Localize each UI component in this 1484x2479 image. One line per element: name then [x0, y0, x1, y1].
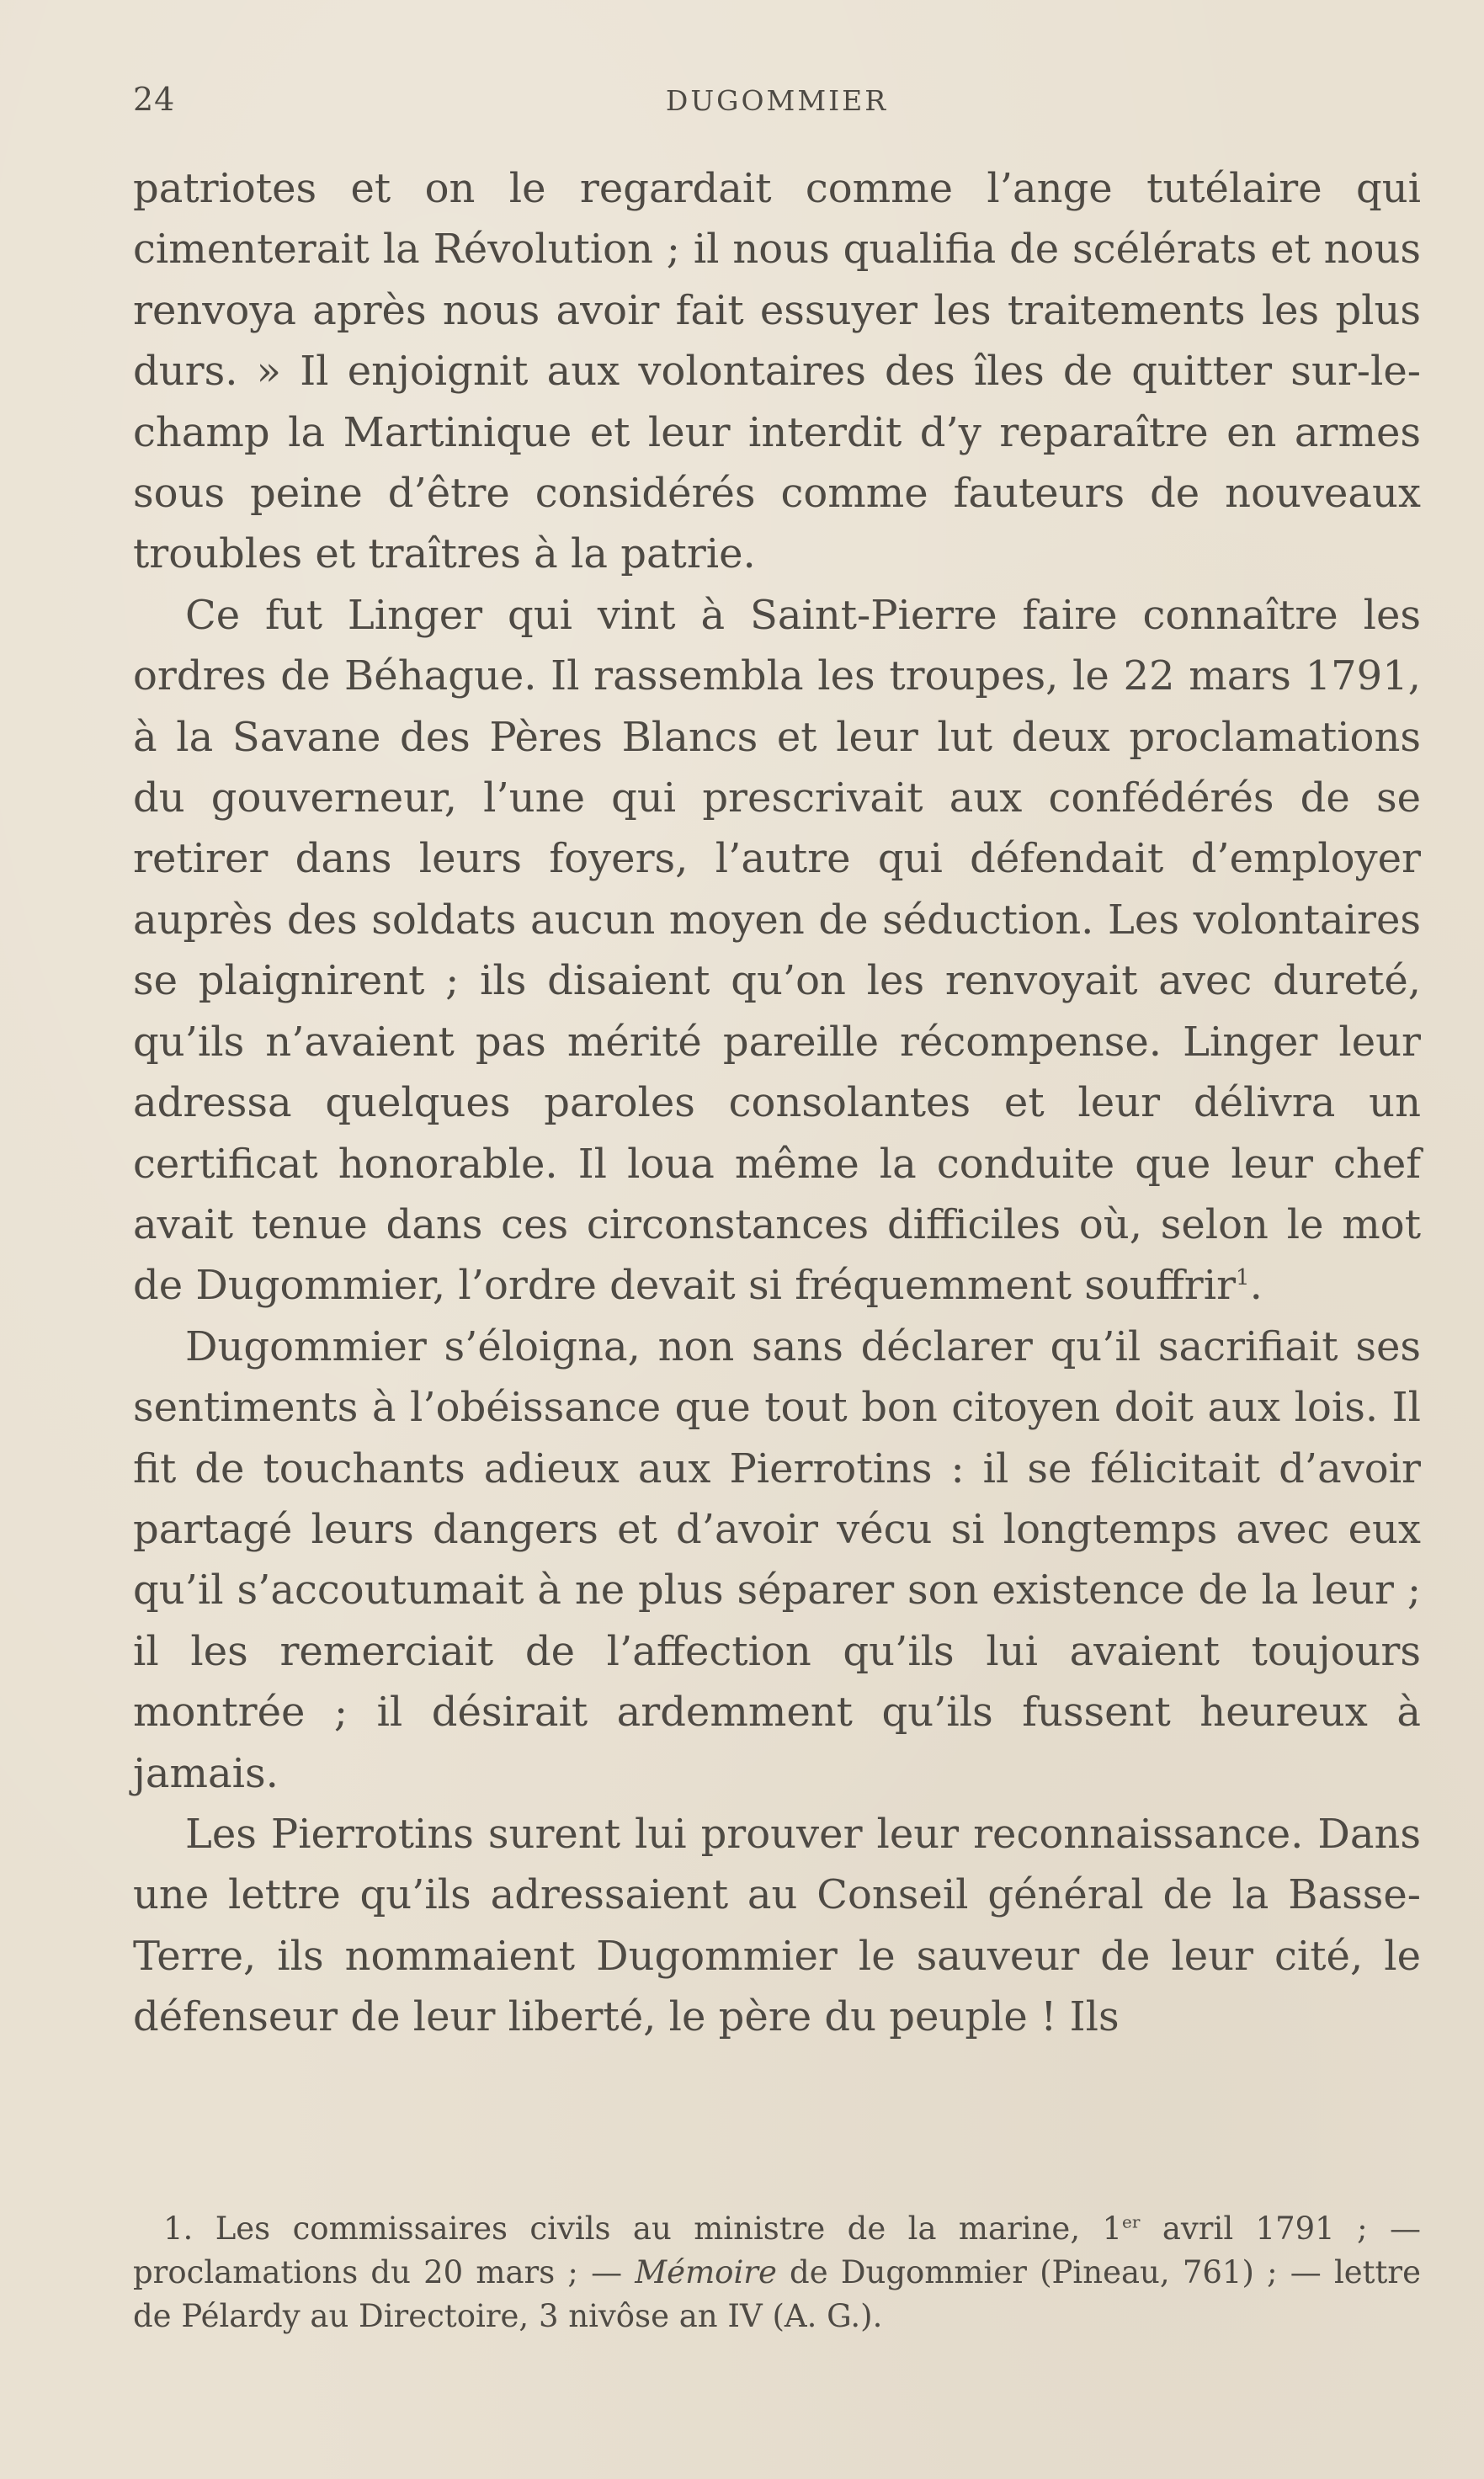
- footnote-part-3: de Dugommier (Pineau, 761) ; — lettre de Pélardy au Directoire, 3 nivôse an IV (A. G.).: [133, 2254, 1421, 2334]
- footnote-superscript: er: [1122, 2211, 1141, 2232]
- footnote-number: 1.: [163, 2210, 194, 2247]
- footnote-part-2: avril 1791 ; — proclamations du 20 mars ; —: [133, 2210, 1421, 2290]
- footnote-italic-title: Mémoire: [635, 2254, 777, 2290]
- footnote-reference: 1: [1236, 1265, 1250, 1291]
- body-text: [133, 158, 1421, 2048]
- page-number: 24: [133, 81, 176, 118]
- paragraph-3-text: Dugommier s’éloigna, non sans déclarer qu’il sacrifiait ses sentiments à l’obéissance que tout bon citoyen doit aux lois. Il fit de touchants adieux aux Pierrotins : il se félicitait d’avoir partagé leurs dangers et d’avoir vécu si longtemps avec eux qu’il s’accoutumait à ne plus séparer son existence de la leur ; il les remerciait de l’affection qu’ils lui avaient toujours montrée ; il désirait ardemment qu’ils fussent heureux à jamais.: [133, 1322, 1421, 1797]
- paragraph-3: [133, 1317, 1421, 1804]
- paragraph-2-end: .: [1249, 1262, 1263, 1310]
- paragraph-4: [133, 1804, 1421, 2048]
- footnote-text: [133, 2207, 1421, 2338]
- paragraph-1-text: patriotes et on le regardait comme l’ange tutélaire qui cimenterait la Révolution ; il nous qualifia de scélérats et nous renvoya après nous avoir fait essuyer les traitements les plus durs. » Il enjoignit aux volontaires des îles de quitter sur-le-champ la Martinique et leur interdit d’y reparaître en armes sous peine d’être considérés comme fauteurs de nouveaux troubles et traîtres à la patrie.: [133, 165, 1421, 578]
- footnote-part-1: Les commissaires civils au ministre de la marine, 1: [215, 2210, 1123, 2247]
- footnote: [133, 2207, 1421, 2338]
- paragraph-2: [133, 585, 1421, 1317]
- page-header: [133, 81, 1421, 123]
- paragraph-4-text: Les Pierrotins surent lui prouver leur reconnaissance. Dans une lettre qu’ils adressaient au Conseil général de la Basse-Terre, ils nommaient Dugommier le sauveur de leur cité, le défenseur de leur liberté, le père du peuple ! Ils: [133, 1810, 1421, 2041]
- paragraph-1: [133, 158, 1421, 585]
- paragraph-2-text: Ce fut Linger qui vint à Saint-Pierre faire connaître les ordres de Béhague. Il rassembla les troupes, le 22 mars 1791, à la Savane des Pères Blancs et leur lut deux proclamations du gouverneur, l’une qui prescrivait aux confédérés de se retirer dans leurs foyers, l’autre qui défendait d’employer auprès des soldats aucun moyen de séduction. Les volontaires se plaignirent ; ils disaient qu’on les renvoyait avec dureté, qu’ils n’avaient pas mérité pareille récompense. Linger leur adressa quelques paroles consolantes et leur délivra un certificat honorable. Il loua même la conduite que leur chef avait tenue dans ces circonstances difficiles où, selon le mot de Dugommier, l’ordre devait si fréquemment souffrir: [133, 591, 1421, 1310]
- running-title: DUGOMMIER: [665, 84, 889, 117]
